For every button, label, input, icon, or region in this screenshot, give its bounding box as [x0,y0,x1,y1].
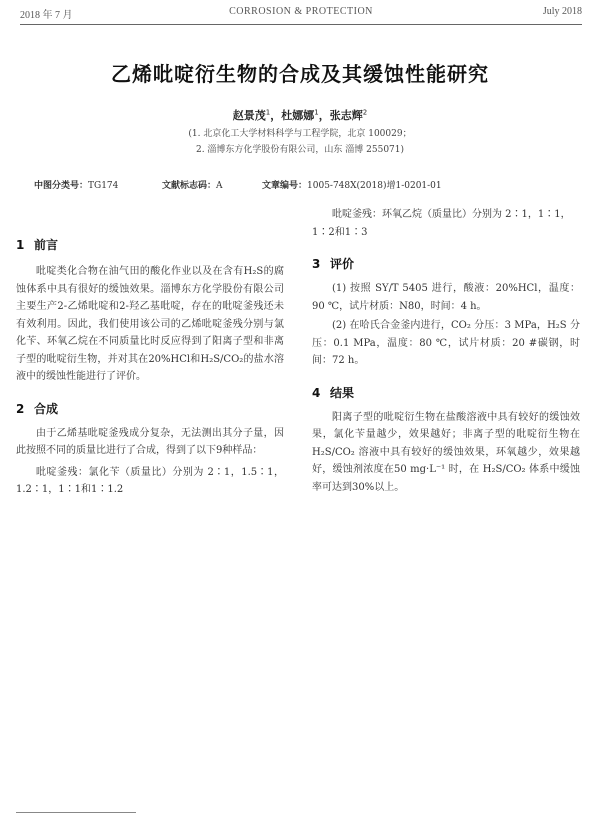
section-title: 评价 [330,257,355,271]
header-rule [20,24,582,25]
section-heading-results [312,384,580,401]
section-heading-synthesis [16,400,284,417]
author-sup: 1 [265,108,271,117]
section-title: 前言 [34,238,59,252]
section-number: 1 [16,238,25,252]
header-journal: CORROSION & PROTECTION [229,6,373,17]
ratio-benzyl-chloride: 吡啶釜残：氯化苄（质量比）分别为 2∶1，1.5∶1，1.2∶1，1∶1和1∶1.2 [16,466,284,495]
article-label: 文章编号： [262,181,308,191]
section-heading-intro [16,236,284,253]
results-paragraph: 阳离子型的吡啶衍生物在盐酸溶液中具有较好的缓蚀效果，氯化苄量越少，效果越好；非离子型的吡啶衍生物在 H₂S/CO₂ 溶液中具有较好的缓蚀效果，环氧越少，效果越好，缓蚀剂浓度在50 mg·L⁻¹ 时，在 H₂S/CO₂ 体系中缓蚀率可达到30%以上。 [312,411,580,493]
intro-paragraph: 吡啶类化合物在油气田的酸化作业以及在含有H₂S的腐蚀体系中具有很好的缓蚀效果。淄博东方化学股份有限公司主要生产2-乙烯吡啶和2-羟乙基吡啶，存在的吡啶釜残还未有效利用。因此，我们使用该公司的乙烯吡啶釜残分别与氯化苄、环氧乙烷在不同质量比时反应得到了阳离子型和非离子型的吡啶衍生物，并对其在20%HCl和H₂S/CO₂的盐水溶液中的缓蚀性能进行了评价。 [16,266,284,382]
ratio-ethylene-oxide: 吡啶釜残：环氧乙烷（质量比）分别为 2∶1，1∶1， [332,209,571,220]
section-number: 2 [16,401,25,416]
footnote-rule [16,812,136,813]
author-name: 赵景茂 [232,109,266,122]
evaluation-item-2: (2) 在哈氏合金釜内进行，CO₂ 分压：3 MPa，H₂S 分压：0.1 MPa，温度：80 ℃，试片材质：20 #碳钢，时间：72 h。 [312,320,580,366]
affiliation-2: 2. 淄博东方化学股份有限公司，山东 淄博 255071) [195,145,405,155]
author-sup: 1 [314,108,319,117]
right-column [312,206,580,496]
clc-label: 中图分类号： [34,181,89,191]
doc-label: 文献标志码： [162,181,217,191]
ratio-ethylene-oxide-cont: 1∶2和1∶3 [312,226,368,238]
section-number: 3 [312,257,321,271]
doc-value: A [216,181,223,191]
running-header [20,4,582,20]
affiliation-1: (1. 北京化工大学材料科学与工程学院，北京 100029； [188,129,412,139]
header-date-en: July 2018 [542,6,582,17]
article-value: 1005-748X(2018)增1-0201-01 [307,181,442,191]
author-list: 赵景茂$^1$，杜娜娜$^1$，张志辉$^2$ [232,108,368,122]
left-column [16,206,284,499]
clc-number [34,178,118,191]
author-name: 张志辉 [329,109,363,122]
synthesis-paragraph: 由于乙烯基吡啶釜残成分复杂，无法测出其分子量，因此按照不同的质量比进行了合成，得到了以下9种样品： [16,427,284,456]
article-number [262,178,442,191]
paper-title: 乙烯吡啶衍生物的合成及其缓蚀性能研究 [111,62,489,86]
author-name: 杜娜娜 [281,109,315,122]
section-title: 结果 [330,385,355,400]
section-number: 4 [312,385,321,400]
header-date: 2018 年 7 月 [20,10,73,21]
author-sup: 2 [362,108,368,117]
evaluation-item-1: (1) 按照 SY/T 5405 进行，酸液：20%HCl，温度：90 ℃，试片材质：N80，时间：4 h。 [312,283,580,312]
section-title: 合成 [34,401,59,416]
doc-code [162,178,223,191]
clc-value: TG174 [88,181,119,191]
section-heading-evaluation [312,255,580,272]
